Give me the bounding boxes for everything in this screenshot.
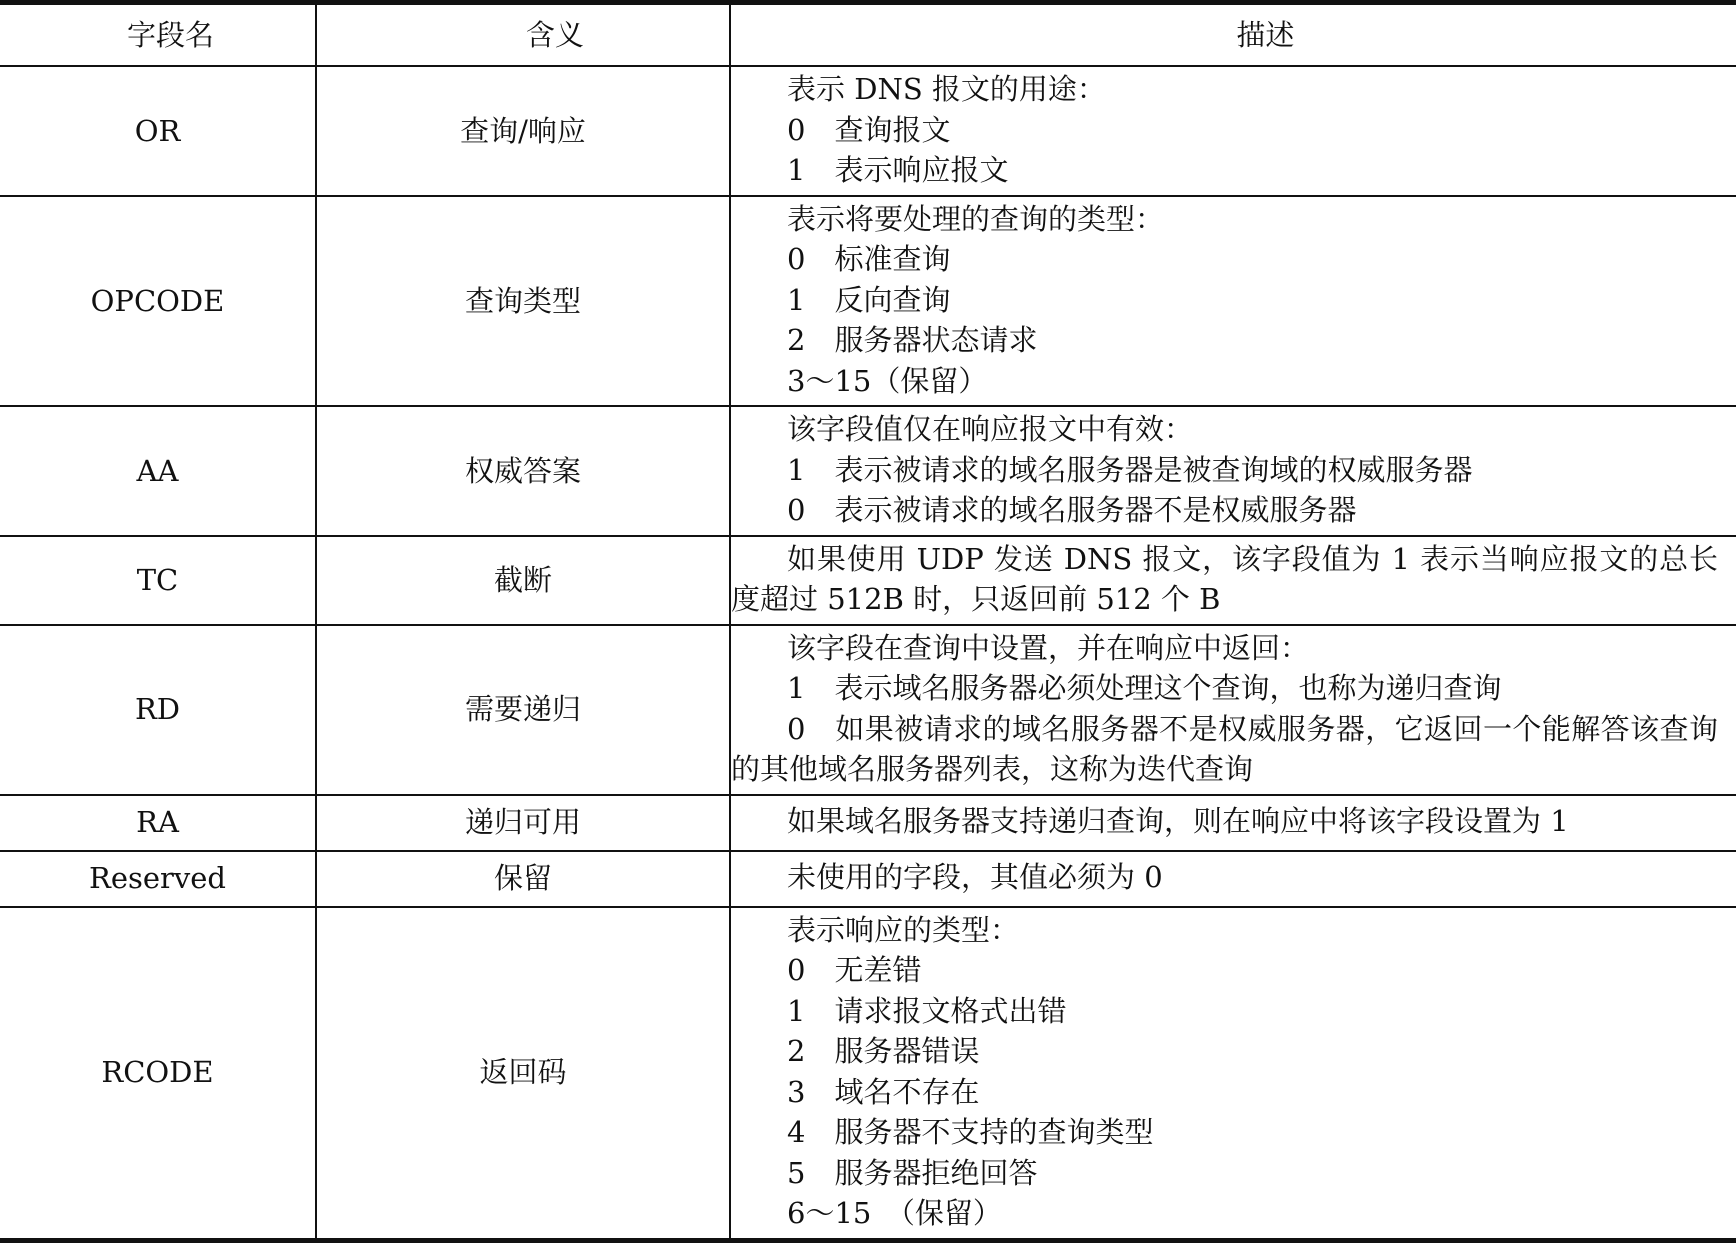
table-row: [0, 196, 1736, 407]
description-line: 如果域名服务器支持递归查询，则在响应中将该字段设置为 1: [787, 804, 1569, 839]
header-description: 描述: [730, 3, 1736, 67]
description-cell: [730, 536, 1736, 625]
description-cell: [730, 406, 1736, 536]
table-row: [0, 536, 1736, 625]
field-name-cell: Reserved: [88, 861, 226, 896]
description-line: 2 服务器错误: [787, 1034, 980, 1068]
description-line: 0 表示被请求的域名服务器不是权威服务器: [787, 493, 1357, 527]
table-row: [0, 907, 1736, 1241]
description-cell: [730, 795, 1736, 851]
meaning-cell: 需要递归: [316, 625, 730, 795]
description-cell: [730, 907, 1736, 1241]
description-line: 6～15 （保留）: [787, 1196, 1002, 1230]
header-field-name: 字段名: [127, 17, 215, 52]
description-line: 如果使用 UDP 发送 DNS 报文，该字段值为 1 表示当响应报文的总长度超过 512B 时，只返回前 512 个 B: [731, 541, 1718, 616]
description-line: 3 域名不存在: [787, 1074, 980, 1109]
header-meaning: 含义: [316, 3, 730, 67]
table-header: [0, 3, 1736, 67]
description-line: 表示将要处理的查询的类型：: [787, 201, 1165, 236]
description-line: 0 查询报文: [787, 112, 951, 147]
field-name-cell: RCODE: [101, 1055, 214, 1090]
meaning-cell: 递归可用: [316, 795, 730, 851]
description-line: 表示响应的类型：: [787, 912, 1020, 947]
meaning-cell: 返回码: [316, 907, 730, 1241]
field-name-cell: OR: [134, 113, 181, 148]
meaning-cell: 截断: [316, 536, 730, 625]
description-cell: [730, 625, 1736, 795]
table-body: [0, 66, 1736, 1240]
field-name-cell: OPCODE: [90, 283, 225, 318]
description-line: 该字段在查询中设置，并在响应中返回：: [787, 630, 1310, 665]
meaning-cell: 权威答案: [316, 406, 730, 536]
description-line: 0 无差错: [787, 953, 922, 987]
description-line: 0 标准查询: [787, 242, 951, 276]
description-line: 表示 DNS 报文的用途：: [787, 72, 1106, 106]
table-row: [0, 851, 1736, 907]
description-line: 1 表示域名服务器必须处理这个查询，也称为递归查询: [787, 671, 1502, 705]
header-row: [0, 3, 1736, 67]
table-row: [0, 66, 1736, 196]
meaning-cell: 保留: [316, 851, 730, 907]
description-line: 该字段值仅在响应报文中有效：: [787, 412, 1194, 446]
description-line: 2 服务器状态请求: [787, 323, 1038, 357]
meaning-cell: 查询/响应: [316, 66, 730, 196]
table-row: [0, 406, 1736, 536]
field-name-cell: AA: [136, 453, 179, 488]
description-line: 1 请求报文格式出错: [787, 993, 1067, 1028]
description-line: 1 反向查询: [787, 282, 951, 317]
description-line: 未使用的字段，其值必须为 0: [787, 860, 1163, 895]
field-name-cell: RA: [136, 805, 179, 840]
table-row: [0, 795, 1736, 851]
meaning-cell: 查询类型: [316, 196, 730, 407]
description-line: 0 如果被请求的域名服务器不是权威服务器，它返回一个能解答该查询的其他域名服务器列表，这称为迭代查询: [731, 711, 1718, 786]
field-name-cell: RD: [134, 692, 181, 727]
description-line: 3～15（保留）: [787, 363, 988, 398]
field-name-cell: TC: [136, 562, 179, 597]
description-line: 5 服务器拒绝回答: [787, 1155, 1038, 1190]
description-line: 4 服务器不支持的查询类型: [787, 1115, 1154, 1149]
table-row: [0, 625, 1736, 795]
description-cell: [730, 196, 1736, 407]
description-cell: [730, 66, 1736, 196]
description-line: 1 表示被请求的域名服务器是被查询域的权威服务器: [787, 452, 1473, 487]
description-cell: [730, 851, 1736, 907]
description-line: 1 表示响应报文: [787, 153, 1009, 187]
